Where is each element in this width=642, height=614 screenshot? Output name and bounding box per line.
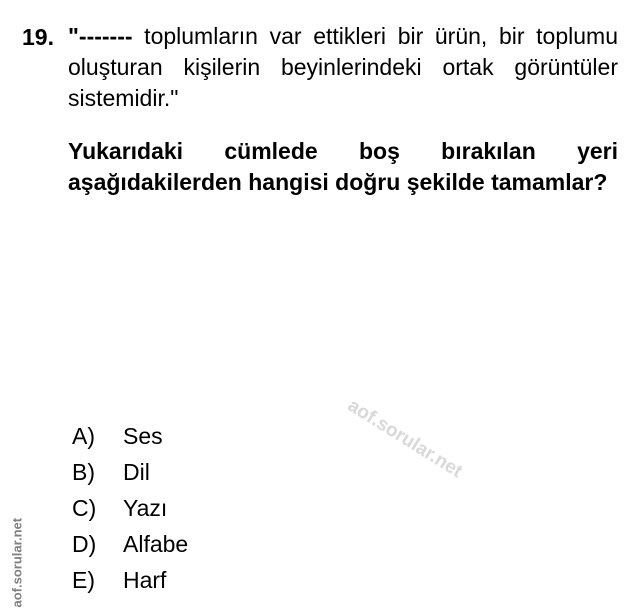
watermark-center: aof.sorular.net — [343, 395, 467, 483]
stem-text: toplumların var ettikleri bir ürün, bir toplumu oluşturan kişilerin beyinlerindeki ortak görüntüler sistemidir." — [68, 23, 618, 111]
stem-blank: "------- — [68, 23, 133, 49]
answer-options — [72, 418, 188, 598]
question-number: 19. — [22, 24, 54, 50]
option-d[interactable] — [72, 526, 188, 562]
option-letter: B) — [72, 458, 95, 485]
option-letter: D) — [72, 530, 97, 557]
option-letter: C) — [72, 494, 97, 521]
option-text: Yazı — [123, 494, 168, 521]
option-letter: E) — [72, 566, 95, 593]
option-text: Harf — [123, 566, 167, 593]
option-letter: A) — [72, 422, 95, 449]
option-a[interactable] — [72, 418, 188, 454]
option-e[interactable] — [72, 562, 188, 598]
option-text: Ses — [123, 422, 163, 449]
option-text: Dil — [123, 458, 150, 485]
option-c[interactable] — [72, 490, 188, 526]
question-prompt: Yukarıdaki cümlede boş bırakılan yeri aşağıdakilerden hangisi doğru şekilde tamamlar? — [68, 138, 618, 195]
question-stem — [68, 21, 618, 114]
option-text: Alfabe — [123, 530, 189, 557]
watermark-side: aof.sorular.net — [9, 517, 25, 608]
option-b[interactable] — [72, 454, 188, 490]
